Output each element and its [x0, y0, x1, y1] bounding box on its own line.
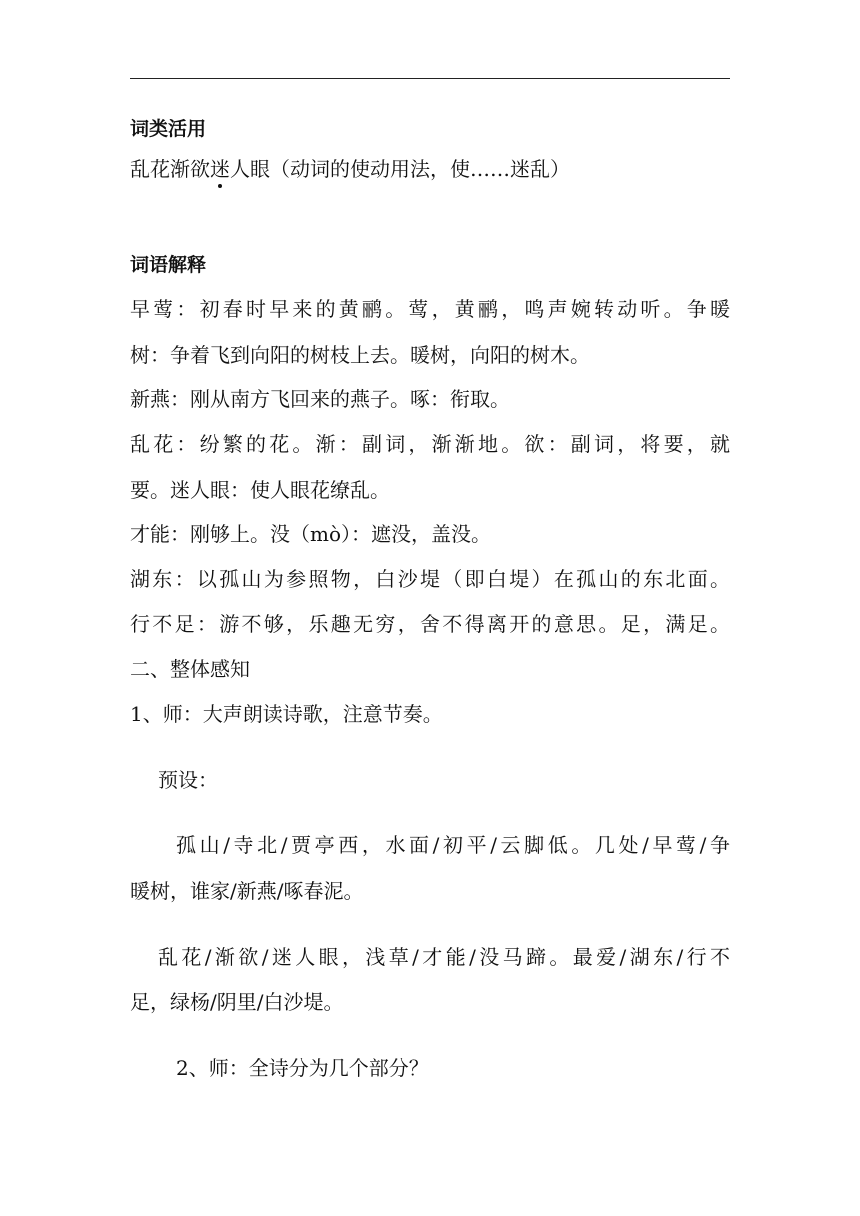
- poem-line: 暖树，谁家/新燕/啄春泥。: [130, 879, 364, 903]
- ciyu-line: 才能：刚够上。没（mò）：遮没，盖没。: [130, 522, 492, 546]
- cilei-line-post: 人眼（动词的使动用法，使……迷乱）: [230, 157, 570, 181]
- question-1: 1、师：大声朗读诗歌，注意节奏。: [130, 702, 443, 726]
- section-heading-cilei: 词类活用: [130, 118, 207, 140]
- ciyu-line: 行不足：游不够，乐趣无穷，舍不得离开的意思。足，满足。: [130, 612, 730, 636]
- cilei-example-line: [130, 156, 730, 182]
- ciyu-line: 新燕：刚从南方飞回来的燕子。啄：衔取。: [130, 387, 510, 411]
- header-rule: [130, 78, 730, 79]
- question-2: 2、师：全诗分为几个部分？: [176, 1056, 429, 1080]
- preset-label: 预设：: [158, 768, 218, 792]
- cilei-emphasis-char: 迷: [210, 157, 230, 181]
- cilei-line-pre: 乱花渐欲: [130, 157, 210, 181]
- poem-line: 乱花/渐欲/迷人眼，浅草/才能/没马蹄。最爱/湖东/行不: [158, 945, 730, 969]
- ciyu-line: 树：争着飞到向阳的树枝上去。暖树，向阳的树木。: [130, 343, 590, 367]
- ciyu-line: 湖东：以孤山为参照物，白沙堤（即白堤）在孤山的东北面。: [130, 567, 730, 591]
- poem-line: 足，绿杨/阴里/白沙堤。: [130, 990, 344, 1014]
- ciyu-line: 要。迷人眼：使人眼花缭乱。: [130, 478, 390, 502]
- section-heading-zhengti: 二、整体感知: [130, 657, 250, 681]
- section-heading-ciyu: 词语解释: [130, 254, 207, 276]
- poem-line: 孤山/寺北/贾亭西，水面/初平/云脚低。几处/早莺/争: [176, 833, 730, 857]
- ciyu-line: 乱花：纷繁的花。渐：副词，渐渐地。欲：副词，将要，就: [130, 432, 730, 456]
- ciyu-line: 早莺：初春时早来的黄鹂。莺，黄鹂，鸣声婉转动听。争暖: [130, 297, 730, 321]
